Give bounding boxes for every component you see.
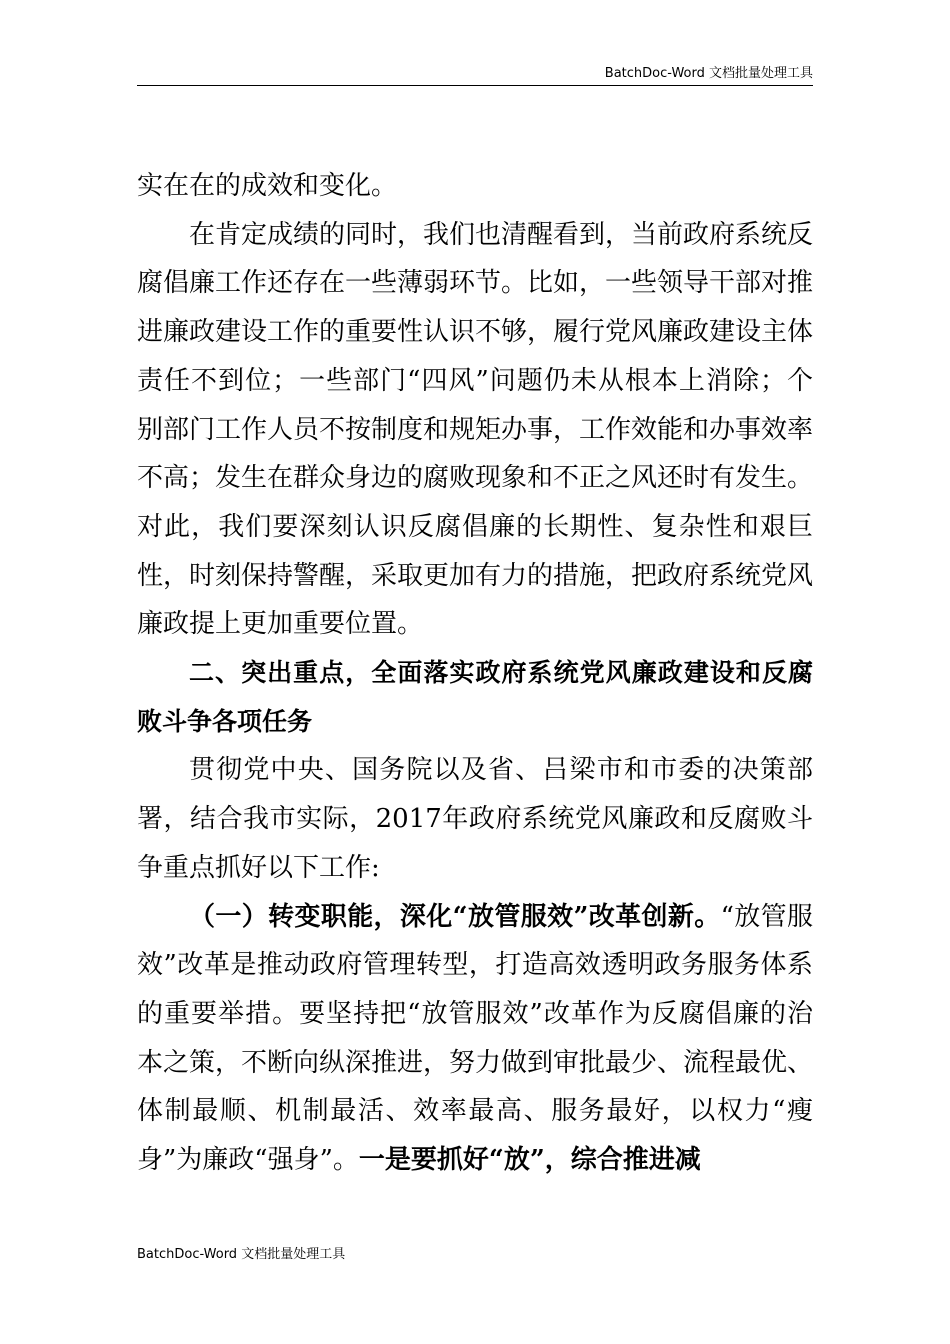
section-heading-2: 二、突出重点，全面落实政府系统党风廉政建设和反腐败斗争各项任务 — [137, 658, 813, 736]
reform-text: “放管服效”改革是推动政府管理转型，打造高效透明政务服务体系的重要举措。要坚持把“放管服效”改革作为反腐倡廉的治本之策，不断向纵深推进，努力做到审批最少、流程最优、体制最顺、机制最活、效率最高、服务最好，以权力“瘦身”为廉政“强身”。 — [137, 901, 814, 1176]
header-rule — [137, 85, 813, 86]
paragraph-weaknesses: 在肯定成绩的同时，我们也清醒看到，当前政府系统反腐倡廉工作还存在一些薄弱环节。比如，一些领导干部对推进廉政建设工作的重要性认识不够，履行党风廉政建设主体责任不到位；一些部门“四风”问题仍未从根本上消除；个别部门工作人员不按制度和规矩办事，工作效能和办事效率不高；发生在群众身边的腐败现象和不正之风还时有发生。对此，我们要深刻认识反腐倡廉的长期性、复杂性和艰巨性，时刻保持警醒，采取更加有力的措施，把政府系统党风廉政提上更加重要位置。 — [137, 219, 814, 640]
page-footer: BatchDoc-Word 文档批量处理工具 — [137, 1247, 346, 1262]
subheading-reform: （一）转变职能，深化“放管服效”改革创新。 — [189, 901, 721, 932]
page-header: BatchDoc-Word 文档批量处理工具 — [604, 66, 813, 81]
paragraph-deployment: 贯彻党中央、国务院以及省、吕梁市和市委的决策部署，结合我市实际，2017年政府系统党风廉政和反腐败斗争重点抓好以下工作: — [137, 755, 813, 883]
reform-point-one: 一是要抓好“放”，综合推进减 — [358, 1145, 701, 1176]
document-body — [137, 162, 813, 1185]
paragraph-continuation: 实在在的成效和变化。 — [137, 171, 398, 201]
paragraph-reform — [137, 893, 813, 1185]
